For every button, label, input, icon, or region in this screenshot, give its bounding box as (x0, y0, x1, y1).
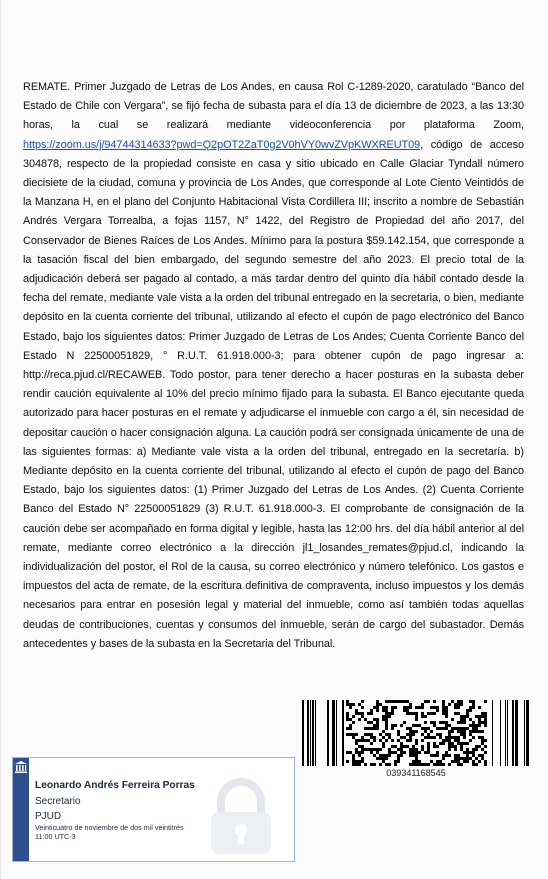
notice-part-2: , código de acceso 304878, respecto de la propiedad consiste en casa y sitio ubicado en Calle Glaciar Tyndall número diecisiete de la ciudad, comuna y provincia de Los Andes, que corresponde al Lote Ciento Veintidós de la Manzana H, en el plano del Conjunto Habitacional Vista Cordillera III; inscrito a nombre de Sebastián Andrés Vergara Torrealba, a fojas 1157, N° 1422, del Registro de Propiedad del año 2017, del Conservador de Bienes Raíces de Los Andes. Mínimo para la postura $59.142.154, que corresponde a la tasación fiscal del bien embargado, del segundo semestre del año 2023. El precio total de la adjudicación deberá ser pagado al contado, a más tardar dentro del quinto día hábil contado desde la fecha del remate, mediante vale vista a la orden del tribunal entregado en la secretaria, o bien, mediante depósito en la cuenta corriente del tribunal, utilizando al efecto el cupón de pago electrónico del Banco Estado, bajo los siguientes datos: Primer Juzgado de Letras de Los Andes; Cuenta Corriente Banco del Estado N 22500051829, ° R.U.T. 61.918.000-3; para obtener cupón de pago ingresar a: http://reca.pjud.cl/RECAWEB. Todo postor, para tener derecho a hacer posturas en la subasta deber rendir caución equivalente al 10% del precio mínimo fijado para la subasta. El Banco ejecutante queda autorizado para hacer posturas en el remate y adjudicarse el inmueble con cargo a él, sin necesidad de depositar caución o hacer consignación alguna. La caución podrá ser consignada únicamente de una de las siguientes formas: a) Mediante vale vista a la orden del tribunal, entregado en la secretaría. b) Mediante depósito en la cuenta corriente del tribunal, utilizando al efecto el cupón de pago del Banco Estado, bajo los siguientes datos: (1) Primer Juzgado del Letras de Los Andes. (2) Cuenta Corriente Banco del Estado N° 22500051829 (3) R.U.T. 61.918.000-3. El comprobante de consignación de la caución debe ser acompañado en forma digital y legible, hasta las 12:00 hrs. del día hábil anterior al del remate, mediante correo electrónico a la dirección jl1_losandes_remates@pjud.cl, indicando la individualización del postor, el Rol de la causa, su correo electrónico y número telefónico. Los gastos e impuestos del acta de remate, de la escritura definitiva de compraventa, incluso impuestos y los demás necesarios para entrar en posesión legal y material del inmueble, como así también todas aquellas deudas de contribuciones, cuentas y consumos del inmueble, serán de cargo del subastador. Demás antecedentes y bases de la subasta en la Secretaria del Tribunal. (23, 138, 524, 650)
signer-role: Secretario (35, 796, 81, 807)
barcode-number: 039341168545 (386, 768, 446, 778)
zoom-link[interactable]: https://zoom.us/j/94744314633?pwd=Q2pOT2ZaT0g2V0hVY0wvZVpKWXREUT09 (23, 138, 421, 151)
signer-organization: PJUD (35, 811, 62, 822)
notice-part-1: REMATE. Primer Juzgado de Letras de Los Andes, en causa Rol C-1289-2020, caratulado “Banco del Estado de Chile con Vergara”, se fijó fecha de subasta para el día 13 de diciembre de 2023, a las 13:30 horas, la cual se realizará mediante videoconferencia por plataforma Zoom, (23, 81, 524, 132)
barcode-graphic (302, 700, 530, 768)
auction-notice-text (23, 78, 524, 654)
signature-time: 11:00 UTC-3 (35, 831, 76, 841)
electronic-signature-box (12, 757, 295, 862)
signature-date: Veinticuatro de noviembre de dos mil veintitrés (35, 823, 184, 832)
lock-icon (205, 778, 277, 856)
barcode (302, 700, 530, 780)
signature-datetime (35, 824, 235, 841)
signer-name: Leonardo Andrés Ferreira Porras (35, 780, 195, 791)
signature-side-strip (13, 758, 29, 861)
court-building-icon (14, 760, 28, 774)
